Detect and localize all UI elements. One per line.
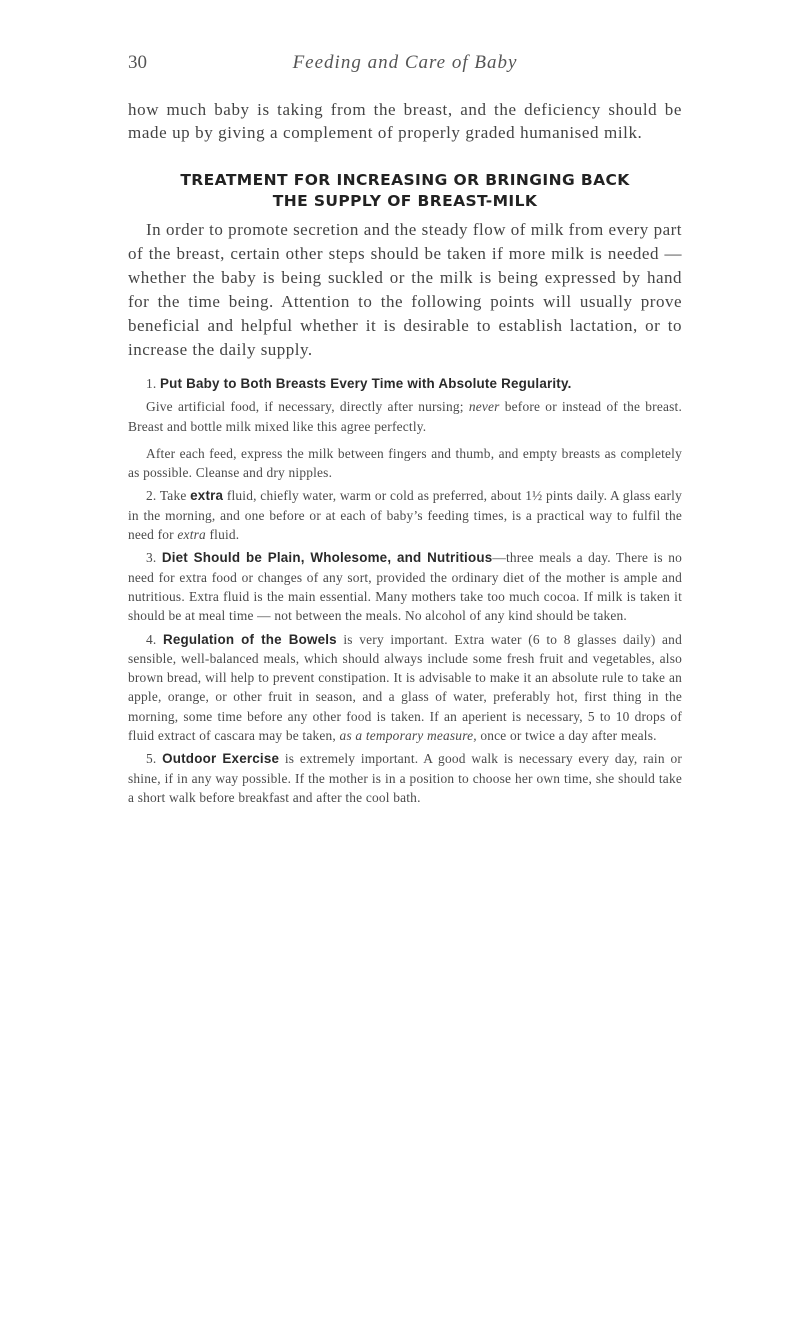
item-2-text-c: fluid. [209, 527, 240, 543]
item-1-emphasis: never [468, 399, 500, 415]
item-1-heading [128, 374, 682, 393]
item-3-title: Diet Should be Plain, Wholesome, and Nutritious [161, 550, 493, 566]
item-1-text-a: Give artificial food, if necessary, directly after nursing; [146, 399, 464, 415]
item-3-text: —three meals a day. There is no need for extra food or changes of any sort, provided the ordinary diet of the mother is ample and nutritious. Extra fluid is the main essential. Many mothers take too much cocoa. If milk is taken it should be at meal time — not between the meals. No alcohol of any kind should be taken. [128, 550, 682, 624]
item-4-number: 4. [146, 631, 157, 647]
item-2-paragraph [128, 486, 682, 544]
item-2-bold: extra [190, 488, 224, 504]
item-1-paragraph-2: After each feed, express the milk between fingers and thumb, and empty breasts as completely as possible. Cleanse and dry nipples. [128, 445, 682, 481]
item-1-paragraph-1 [128, 397, 682, 436]
item-5-title: Outdoor Exercise [162, 751, 280, 767]
item-3-paragraph [128, 548, 682, 625]
item-2-text-b: fluid, chiefly water, warm or cold as preferred, about 1½ pints daily. A glass early in the morning, and one before or at each of baby’s feeding times, is a practical way to fulfil the need for [128, 488, 682, 543]
lead-paragraph: how much baby is taking from the breast, and the deficiency should be made up by giving a complement of properly graded humanised milk. [128, 100, 682, 142]
item-2-number: 2. [146, 488, 157, 504]
item-4-text-a: is very important. Extra water (6 to 8 glasses daily) and sensible, well-balanced meals, which should always include some fresh fruit and vegetables, also brown bread, will help to prevent constipation. It is advisable to make it an absolute rule to take an apple, orange, or other fruit in season, and a glass of water, preferably hot, first thing in the morning, some time before any other food is taken. If an aperient is necessary, 5 to 10 drops of fluid extract of cascara may be taken, [128, 631, 682, 744]
item-2-emphasis: extra [177, 527, 206, 543]
item-5-text: is extremely important. A good walk is necessary every day, rain or shine, if in any way possible. If the mother is in a position to choose her own time, she should take a short walk before breakfast and after the cool bath. [128, 751, 682, 805]
item-3-number: 3. [146, 550, 157, 566]
section-heading-line-2: THE SUPPLY OF BREAST-MILK [272, 192, 538, 210]
running-head [128, 52, 682, 88]
item-4-title: Regulation of the Bowels [163, 631, 337, 647]
item-1-title: Put Baby to Both Breasts Every Time with Absolute Regularity. [160, 376, 572, 391]
section-intro: In order to promote secretion and the steady flow of milk from every part of the breast, certain other steps should be taken if more milk is needed — whether the baby is being suckled or the milk is being expressed by hand for the time being. Attention to the following points will usually prove beneficial and helpful whether it is desirable to establish lactation, or to increase the daily supply. [128, 220, 682, 359]
section-heading [128, 170, 682, 212]
running-title: Feeding and Care of Baby [292, 52, 518, 73]
item-2-text-a: Take [159, 488, 187, 504]
item-1-text-b: before or instead of the breast. Breast and bottle milk mixed like this agree perfectly. [128, 399, 682, 434]
item-5-number: 5. [146, 751, 157, 767]
item-4-text-b: once or twice a day after meals. [480, 728, 657, 744]
section-heading-line-1: TREATMENT FOR INCREASING OR BRINGING BACK [180, 171, 630, 189]
page-number: 30 [128, 52, 147, 73]
item-5-paragraph [128, 749, 682, 807]
item-4-emphasis: as a temporary measure, [339, 728, 477, 744]
item-4-paragraph [128, 630, 682, 746]
item-1-number: 1. [146, 376, 157, 391]
